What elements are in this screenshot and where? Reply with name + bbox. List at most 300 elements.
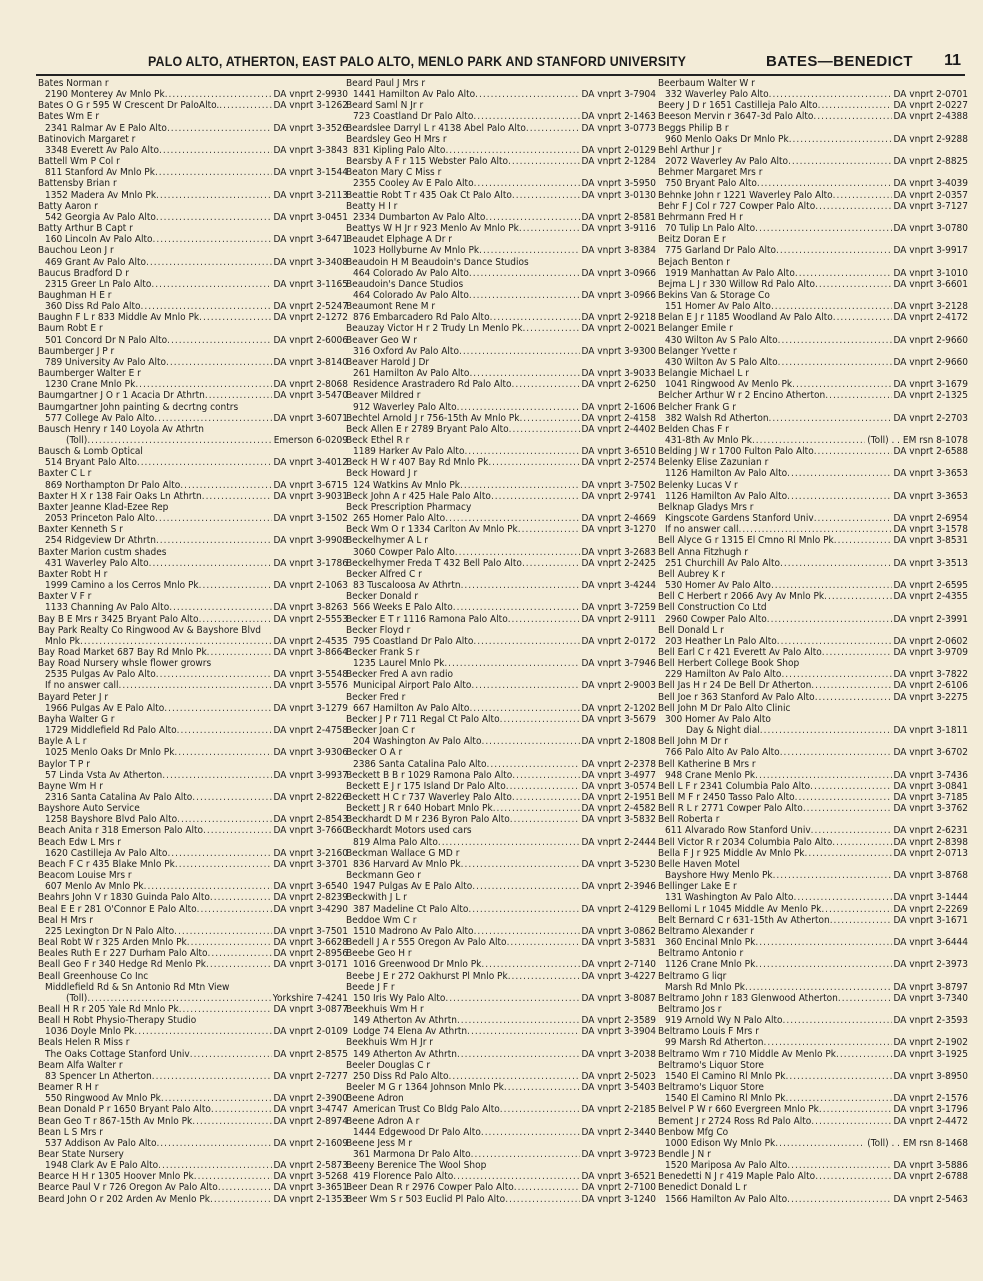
listing-text: Baxter H X r 138 Fair Oaks Ln Athrtn	[38, 490, 202, 502]
phone-number: DA vnprt 3-1010	[893, 267, 968, 279]
listing-text: Belvel P W r 660 Evergreen Mnlo Pk	[658, 1104, 819, 1116]
phone-number: DA vnprt 3-9709	[893, 646, 968, 658]
listing-text: If no answer call	[45, 680, 119, 692]
listing-text: Beach Anita r 318 Emerson Palo Alto	[38, 825, 204, 837]
listing-text: 2190 Monterey Av Mnlo Pk	[45, 89, 165, 101]
listing-text: 151 Homer Av Palo Alto	[665, 301, 771, 313]
leader-dots	[755, 959, 891, 970]
phone-number: DA vnprt 2-4402	[581, 423, 656, 435]
leader-dots	[821, 904, 891, 915]
listing-entry: Baxter Jeanne Klad-Ezee Rep	[38, 501, 169, 513]
listing-text: 1133 Channing Av Palo Alto	[45, 602, 170, 614]
phone-number: DA vnprt 3-0130	[581, 189, 656, 201]
listing-text: 360 Encinal Mnlo Pk	[665, 937, 756, 949]
leader-dots	[778, 335, 892, 346]
listing-entry	[344, 1182, 656, 1193]
listing-entry: Beaver Harold J Dr	[346, 356, 430, 368]
leader-dots	[504, 1082, 580, 1093]
phone-number: DA vnprt 3-1262	[273, 100, 348, 112]
leader-dots	[755, 770, 891, 781]
phone-number: DA vnprt 2-1272	[273, 312, 348, 324]
listing-entry	[344, 457, 656, 468]
leader-dots	[137, 457, 272, 468]
listing-address	[344, 89, 656, 100]
listing-text: 1126 Hamilton Av Palo Alto	[665, 490, 788, 502]
phone-number: DA vnprt 3-4012	[273, 457, 348, 469]
listing-entry: Baxter V F r	[38, 591, 92, 603]
listing-address	[656, 1015, 968, 1026]
listing-text: Bean Geo T r 867-15th Av Mnlo Pk	[38, 1115, 193, 1127]
leader-dots	[457, 402, 580, 413]
listing-address	[344, 837, 656, 848]
listing-text: 1520 Mariposa Av Palo Alto	[665, 1160, 788, 1172]
directory-column-2	[344, 78, 656, 1205]
listing-text: Beeson Mervin r 3647-3d Palo Alto	[658, 111, 814, 123]
listing-entry	[656, 692, 968, 703]
listing-text: Beach F C r 435 Blake Mnlo Pk	[38, 858, 175, 870]
listing-text: Belan E J r 1185 Woodland Av Palo Alto	[658, 312, 833, 324]
listing-address	[36, 881, 348, 892]
listing-entry: Baumberger J P r	[38, 345, 115, 357]
listing-text: Becker E T r 1116 Ramona Palo Alto	[346, 613, 508, 625]
leader-dots	[165, 89, 272, 100]
leader-dots	[203, 825, 272, 836]
leader-dots	[783, 1015, 892, 1026]
listing-address	[36, 1071, 348, 1082]
leader-dots	[179, 1004, 272, 1015]
listing-address	[344, 1071, 656, 1082]
listing-entry: Beall H Robt Physio-Therapy Studio	[38, 1015, 197, 1027]
listing-text: 464 Colorado Av Palo Alto	[353, 267, 469, 279]
phone-number: DA vnprt 3-3651	[273, 1182, 348, 1194]
leader-dots	[471, 1149, 580, 1160]
listing-text: 2053 Princeton Palo Alto	[45, 513, 155, 525]
leader-dots	[795, 792, 892, 803]
listing-address	[656, 178, 968, 189]
phone-number: DA vnprt 3-6071	[273, 412, 348, 424]
listing-entry: Beitz Doran E r	[658, 234, 726, 246]
listing-address	[344, 1104, 656, 1115]
listing-address	[36, 301, 348, 312]
leader-dots	[167, 123, 272, 134]
leader-dots	[455, 547, 580, 558]
listing-entry	[36, 937, 348, 948]
phone-number: DA vnprt 3-7185	[893, 792, 968, 803]
listing-address	[344, 926, 656, 937]
listing-entry: Beck Ethel R r	[346, 435, 410, 446]
listing-entry: Beall Greenhouse Co Inc	[38, 970, 149, 982]
listing-entry	[36, 1104, 348, 1115]
leader-dots	[206, 959, 272, 970]
listing-address	[344, 859, 656, 870]
leader-dots	[192, 1116, 271, 1127]
listing-entry	[656, 100, 968, 111]
listing-entry	[36, 892, 348, 903]
listing-address	[656, 614, 968, 625]
listing-text: 912 Waverley Palo Alto	[353, 401, 457, 413]
listing-text: Bedell J A r 555 Oregon Av Palo Alto	[346, 937, 507, 949]
listing-text: 789 University Av Palo Alto	[45, 356, 167, 368]
listing-address	[344, 368, 656, 379]
listing-address	[344, 111, 656, 122]
phone-number: DA vnprt 2-1609	[273, 1137, 348, 1149]
listing-text: 1948 Clark Av E Palo Alto	[45, 1160, 159, 1172]
phone-number: DA vnprt 2-4129	[581, 903, 656, 915]
phone-number: DA vnprt 3-8087	[581, 992, 656, 1004]
listing-text: 1258 Bayshore Blvd Palo Alto	[45, 814, 178, 826]
listing-text: 1999 Camino a los Cerros Mnlo Pk	[45, 580, 199, 592]
phone-number: DA vnprt 2-1284	[581, 156, 656, 168]
listing-entry: Bay Road Nursery whsle flower growrs	[38, 658, 212, 670]
listing-entry: Bejach Benton r	[658, 256, 730, 268]
listing-text: Beall H R r 205 Yale Rd Mnlo Pk	[38, 1003, 179, 1015]
listing-text: 607 Menlo Av Mnlo Pk	[45, 881, 144, 893]
listing-entry	[344, 558, 656, 569]
listing-entry: Beck Prescription Pharmacy	[346, 501, 472, 513]
phone-number: DA vnprt 3-1444	[893, 892, 968, 904]
listing-address	[344, 1127, 656, 1138]
listing-entry: Bayha Walter G r	[38, 713, 115, 725]
listing-entry: Beatty H I r	[346, 200, 398, 212]
listing-text: 566 Weeks E Palo Alto	[353, 602, 453, 614]
listing-address	[344, 145, 656, 156]
phone-number: DA vnprt 2-0357	[893, 189, 968, 201]
listing-text: 2334 Dumbarton Av Palo Alto	[353, 211, 486, 223]
listing-address	[36, 1026, 348, 1037]
leader-dots	[468, 904, 579, 915]
leader-dots	[459, 346, 580, 357]
listing-entry: Beach Edw L Mrs r	[38, 836, 121, 848]
listing-text: 869 Northampton Dr Palo Alto	[45, 479, 181, 491]
leader-dots	[152, 1071, 272, 1082]
listing-entry	[344, 714, 656, 725]
phone-number: DA vnprt 3-8768	[893, 870, 968, 882]
leader-dots	[795, 268, 892, 279]
phone-number: DA vnprt 2-1902	[893, 1037, 968, 1049]
leader-dots	[815, 1171, 891, 1182]
phone-number: DA vnprt 3-6471	[273, 234, 348, 246]
phone-number: DA vnprt 2-5553	[273, 613, 348, 625]
listing-entry	[656, 390, 968, 401]
listing-entry: Bell Construction Co Ltd	[658, 602, 767, 614]
listing-entry	[656, 1104, 968, 1115]
leader-dots	[788, 156, 891, 167]
leader-dots	[832, 837, 891, 848]
listing-address	[656, 245, 968, 256]
listing-address	[36, 725, 348, 736]
listing-address	[344, 346, 656, 357]
listing-text: Residence Arastradero Rd Palo Alto	[353, 379, 512, 391]
listing-address	[36, 636, 348, 647]
listing-entry: Beardsley Geo H Mrs r	[346, 133, 447, 145]
listing-text: 2960 Cowper Palo Alto	[665, 613, 767, 625]
leader-dots	[512, 379, 580, 390]
leader-dots	[815, 279, 892, 290]
listing-address: Middlefield Rd & Sn Antonio Rd Mtn View	[45, 981, 230, 993]
listing-entry	[656, 446, 968, 457]
listing-entry: Baxter Marion custm shades	[38, 546, 167, 558]
listing-text: 1041 Ringwood Av Menlo Pk	[665, 379, 793, 391]
leader-dots	[508, 156, 580, 167]
phone-number: DA vnprt 2-4158	[581, 412, 656, 424]
listing-text: 611 Alvarado Row Stanford Univ	[665, 825, 811, 837]
listing-entry: Becker Floyd r	[346, 624, 411, 636]
listing-address	[344, 993, 656, 1004]
listing-entry: Beaver Geo W r	[346, 334, 417, 346]
phone-number: DA vnprt 3-5403	[581, 1082, 656, 1094]
listing-address	[656, 468, 968, 479]
listing-address	[36, 480, 348, 491]
listing-text: 83 Spencer Ln Atherton	[45, 1070, 152, 1082]
phone-number: DA vnprt 2-0129	[581, 144, 656, 156]
phone-number: DA vnprt 3-6715	[273, 479, 348, 491]
listing-entry: Beckwith J L r	[346, 892, 407, 904]
listing-address	[36, 669, 348, 680]
leader-dots	[488, 457, 579, 468]
listing-entry	[36, 1194, 348, 1205]
phone-number: DA vnprt 3-0841	[893, 780, 968, 792]
listing-address	[344, 379, 656, 390]
listing-address	[344, 547, 656, 558]
phone-number: DA vnprt 3-0966	[581, 267, 656, 279]
listing-text: Bell C Herbert r 2066 Avy Av Mnlo Pk	[658, 591, 825, 603]
leader-dots	[474, 178, 580, 189]
phone-number: DA vnprt 3-8797	[893, 981, 968, 993]
listing-entry	[656, 201, 968, 212]
listing-text: 577 College Av Palo Alto	[45, 412, 155, 424]
listing-entry: Beene Adron	[346, 1093, 404, 1105]
phone-number: DA vnprt 3-5230	[581, 858, 656, 870]
phone-number: DA vnprt 2-1576	[893, 1093, 968, 1105]
listing-address	[36, 602, 348, 613]
phone-number: DA vnprt 2-9218	[581, 312, 656, 324]
listing-text: Bay B E Mrs r 3425 Bryant Palo Alto	[38, 613, 199, 625]
listing-text: 430 Wilton Av S Palo Alto	[665, 356, 778, 368]
listing-entry: Bayne Wm H r	[38, 780, 103, 792]
listing-address	[36, 257, 348, 268]
listing-text: American Trust Co Bldg Palo Alto	[353, 1104, 500, 1116]
listing-entry: Bean L S Mrs r	[38, 1126, 103, 1138]
phone-number: DA vnprt 3-5576	[273, 680, 348, 692]
leader-dots	[205, 390, 272, 401]
phone-number: DA vnprt 2-5023	[581, 1070, 656, 1082]
listing-text: Beck H W r 407 Bay Rd Mnlo Pk	[346, 457, 489, 469]
listing-text: Beckett B B r 1029 Ramona Palo Alto	[346, 769, 513, 781]
leader-dots	[769, 413, 892, 424]
phone-number: DA vnprt 3-9908	[273, 535, 348, 547]
listing-address	[36, 145, 348, 156]
listing-text: Beckett J R r 640 Hobart Mnlo Pk	[346, 803, 493, 815]
listing-entry: Becker Fred A avn radio	[346, 669, 453, 681]
leader-dots	[755, 223, 891, 234]
listing-entry: Becker Donald r	[346, 591, 419, 603]
listing-text: Bell Joe r 363 Stanford Av Palo Alto	[658, 691, 815, 703]
listing-address	[656, 491, 968, 502]
listing-entry: Belknap Gladys Mrs r	[658, 501, 754, 513]
listing-address	[36, 357, 348, 368]
phone-number: DA vnprt 2-6006	[273, 334, 348, 346]
listing-entry: Belcher Frank G r	[658, 401, 736, 413]
leader-dots	[208, 948, 272, 959]
listing-entry: Beltramo G liqr	[658, 970, 727, 982]
phone-number: DA vnprt 2-0227	[893, 100, 968, 112]
listing-text: 550 Ringwood Av Mnlo Pk	[45, 1093, 161, 1105]
listing-entry: Becker Fred r	[346, 691, 406, 703]
phone-number: DA vnprt 3-5268	[273, 1171, 348, 1183]
phone-number: DA vnprt 2-4535	[273, 635, 348, 647]
leader-dots	[518, 524, 580, 535]
listing-address	[344, 736, 656, 747]
listing-text: Beer Dean R r 2976 Cowper Palo Alto	[346, 1182, 514, 1194]
listing-text: 1444 Edgewood Dr Palo Alto	[353, 1126, 481, 1138]
listing-text: 2341 Ralmar Av E Palo Alto	[45, 122, 167, 134]
listing-address	[344, 312, 656, 323]
listing-text: 203 Heather Ln Palo Alto	[665, 635, 777, 647]
leader-dots	[491, 491, 580, 502]
phone-number: DA vnprt 3-9723	[581, 1149, 656, 1160]
listing-text: 70 Tulip Ln Palo Alto	[665, 223, 756, 235]
listing-entry: Beamer R H r	[38, 1082, 99, 1094]
phone-number: DA vnprt 2-6231	[893, 825, 968, 837]
leader-dots	[814, 513, 892, 524]
leader-dots	[445, 993, 579, 1004]
listing-text: Beckett H C r 737 Waverley Palo Alto	[346, 792, 512, 803]
leader-dots	[156, 535, 272, 546]
listing-address	[36, 379, 348, 390]
leader-dots	[469, 290, 580, 301]
phone-number: DA vnprt 3-2113	[273, 189, 348, 201]
listing-text: Marsh Rd Mnlo Pk	[665, 981, 745, 993]
phone-number: DA vnprt 3-1811	[893, 725, 968, 737]
listing-entry: Beckhardt Motors used cars	[346, 825, 472, 837]
listing-text: Bearce H H r 1305 Hoover Mnlo Pk	[38, 1171, 194, 1183]
listing-address	[36, 1049, 348, 1060]
leader-dots	[836, 1049, 892, 1060]
listing-entry	[344, 937, 656, 948]
listing-text: 469 Grant Av Palo Alto	[45, 256, 147, 268]
listing-address	[36, 234, 348, 245]
listing-text: 1235 Laurel Mnlo Pk	[353, 658, 445, 670]
leader-dots	[166, 357, 272, 368]
listing-address	[344, 178, 656, 189]
listing-text: Bell M F r 2450 Tasso Palo Alto	[658, 792, 795, 803]
leader-dots	[453, 1171, 579, 1182]
phone-number: DA vnprt 2-3946	[581, 881, 656, 893]
listing-entry: Beacom Louise Mrs r	[38, 870, 132, 882]
leader-dots	[500, 714, 580, 725]
leader-dots	[739, 524, 892, 535]
leader-dots	[192, 792, 271, 803]
listing-text: 254 Ridgeview Dr Athrtn	[45, 535, 156, 547]
listing-address	[36, 279, 348, 290]
listing-entry	[36, 1171, 348, 1182]
listing-entry	[36, 312, 348, 323]
listing-entry: Behmer Margaret Mrs r	[658, 167, 763, 179]
listing-entry: Beeler Douglas C r	[346, 1059, 431, 1071]
phone-number: DA vnprt 2-4582	[581, 803, 656, 815]
listing-entry	[344, 971, 656, 982]
leader-dots	[161, 1093, 272, 1104]
listing-text: 1126 Crane Mnlo Pk	[665, 959, 756, 971]
phone-number: DA vnprt 2-2269	[893, 903, 968, 915]
listing-entry	[656, 111, 968, 122]
listing-text: Beltramo John r 183 Glenwood Atherton	[658, 992, 838, 1004]
leader-dots	[444, 658, 579, 669]
leader-dots	[780, 558, 892, 569]
phone-number: DA vnprt 3-2038	[581, 1048, 656, 1060]
listing-entry: Bendle J N r	[658, 1149, 711, 1160]
listing-address	[344, 658, 656, 669]
listing-text: 919 Arnold Wy N Palo Alto	[665, 1015, 783, 1027]
leader-dots	[481, 959, 579, 970]
phone-number: DA vnprt 2-6250	[581, 379, 656, 391]
listing-text: Beardslee Darryl L r 4138 Abel Palo Alto	[346, 122, 526, 134]
leader-dots	[789, 134, 892, 145]
phone-number: DA vnprt 3-7502	[581, 479, 656, 491]
leader-dots	[505, 1194, 579, 1205]
phone-number: DA vnprt 3-1240	[581, 1193, 656, 1205]
listing-text: 3060 Cowper Palo Alto	[353, 546, 455, 558]
listing-address	[36, 123, 348, 134]
leader-dots	[778, 357, 892, 368]
leader-dots	[814, 446, 892, 457]
phone-number: DA vnprt 3-2128	[893, 301, 968, 313]
phone-number: DA vnprt 2-8575	[273, 1048, 348, 1060]
phone-number: DA vnprt 3-9300	[581, 345, 656, 357]
listing-entry: Bayshore Auto Service	[38, 803, 140, 815]
listing-text: 332 Waverley Palo Alto	[665, 89, 769, 101]
phone-number: DA vnprt 3-0773	[581, 122, 656, 134]
listing-text: 542 Georgia Av Palo Alto	[45, 211, 156, 223]
leader-dots	[485, 212, 579, 223]
leader-dots	[174, 926, 271, 937]
listing-entry	[36, 647, 348, 658]
phone-number: DA vnprt 3-1786	[273, 557, 348, 569]
listing-address	[36, 1160, 348, 1171]
listing-entry: Battensby Brian r	[38, 178, 117, 190]
listing-address	[656, 636, 968, 647]
listing-entry	[36, 390, 348, 401]
phone-number: DA vnprt 3-0877	[273, 1003, 348, 1015]
listing-text: Beck Wm O r 1334 Carlton Av Mnlo Pk	[346, 524, 518, 536]
leader-dots	[781, 669, 891, 680]
phone-number: DA vnprt 2-9288	[893, 133, 968, 145]
phone-number: DA vnprt 3-6444	[893, 937, 968, 949]
listing-text: 775 Garland Dr Palo Alto	[665, 245, 777, 257]
listing-entry	[656, 993, 968, 1004]
listing-address	[656, 725, 968, 736]
listing-address	[656, 513, 968, 524]
listing-entry	[344, 1082, 656, 1093]
leader-dots	[194, 1171, 272, 1182]
leader-dots	[187, 937, 272, 948]
listing-entry	[36, 491, 348, 502]
listing-address	[656, 435, 968, 446]
listing-address	[344, 580, 656, 591]
leader-dots	[167, 848, 271, 859]
listing-entry: Beddoe Wm C r	[346, 914, 417, 926]
phone-number: DA vnprt 2-9660	[893, 334, 968, 346]
listing-text: Beckelhymer Freda T 432 Bell Palo Alto	[346, 557, 522, 569]
listing-entry: Batinovich Margaret r	[38, 133, 136, 145]
listing-address	[36, 558, 348, 569]
phone-number: DA vnprt 3-3843	[273, 144, 348, 156]
phone-number: DA vnprt 3-6601	[893, 278, 968, 290]
listing-entry: Beal H Mrs r	[38, 914, 93, 926]
phone-number: DA vnprt 3-3526	[273, 122, 348, 134]
leader-dots	[506, 781, 580, 792]
listing-text: Belcher Arthur W r 2 Encino Atherton	[658, 390, 826, 402]
